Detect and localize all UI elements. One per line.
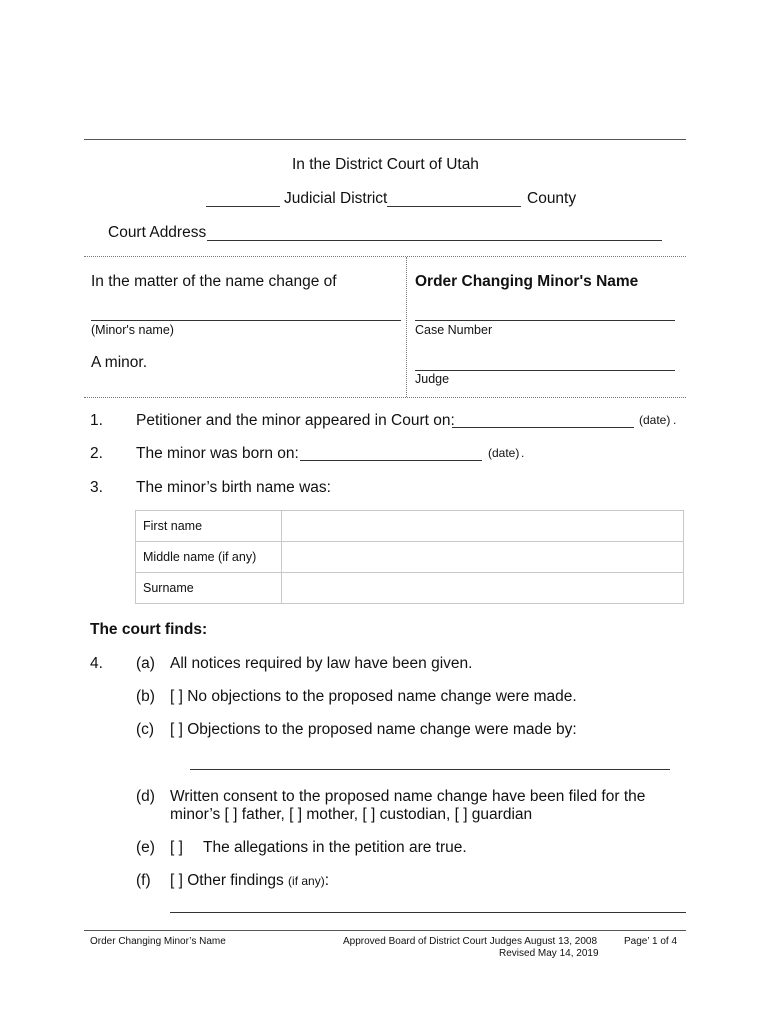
finding-f-text[interactable] [170, 872, 329, 890]
finding-b-label: (b) [136, 688, 155, 705]
minors-name-blank[interactable] [91, 320, 401, 321]
item-3-number: 3. [90, 479, 103, 496]
findings-heading: The court finds: [90, 621, 208, 638]
finding-f-colon: : [324, 872, 330, 889]
judge-blank[interactable] [415, 370, 675, 371]
appeared-date-blank[interactable] [452, 427, 634, 428]
matter-text: In the matter of the name change of [91, 273, 337, 290]
county-label: County [527, 190, 577, 207]
item-2-date-hint: (date) [488, 446, 520, 460]
finding-f-label: (f) [136, 872, 151, 889]
finding-e-checkbox[interactable]: [ ] [170, 839, 183, 856]
footer-page: Page’ 1 of 4 [624, 936, 678, 947]
middle-name-field[interactable] [282, 542, 684, 573]
table-row [136, 542, 684, 573]
birth-date-blank[interactable] [300, 460, 482, 461]
item-1-number: 1. [90, 412, 103, 429]
judge-label: Judge [415, 372, 450, 386]
item-1-text: Petitioner and the minor appeared in Court on: [136, 412, 455, 429]
case-number-label: Case Number [415, 323, 493, 337]
caption-bottom-divider [84, 397, 686, 398]
finding-d-text-line1: Written consent to the proposed name change have been filed for the [170, 788, 646, 805]
item-2-number: 2. [90, 445, 103, 462]
finding-d-text-line2[interactable]: minor’s [ ] father, [ ] mother, [ ] custodian, [ ] guardian [170, 806, 533, 823]
item-1-period: . [673, 413, 677, 427]
county-blank[interactable] [387, 206, 521, 207]
a-minor-text: A minor. [91, 354, 147, 371]
court-title: In the District Court of Utah [292, 156, 479, 173]
finding-e-text: The allegations in the petition are true. [203, 839, 467, 856]
footer-rule [84, 930, 686, 931]
minors-name-label: (Minor's name) [91, 323, 174, 337]
item-4-number: 4. [90, 655, 103, 672]
footer-approved: Approved Board of District Court Judges August 13, 2008 [343, 936, 598, 947]
header-divider [84, 256, 686, 257]
table-row [136, 511, 684, 542]
top-rule [84, 139, 686, 140]
item-2-text: The minor was born on: [136, 445, 299, 462]
case-number-blank[interactable] [415, 320, 675, 321]
order-title: Order Changing Minor's Name [415, 273, 639, 290]
finding-d-label: (d) [136, 788, 155, 805]
birth-name-table [135, 510, 684, 604]
finding-b-text[interactable]: [ ] No objections to the proposed name change were made. [170, 688, 577, 705]
item-1-date-hint: (date) [639, 413, 671, 427]
finding-a-label: (a) [136, 655, 155, 672]
surname-label: Surname [136, 573, 282, 604]
finding-c-label: (c) [136, 721, 155, 738]
footer-revised: Revised May 14, 2019 [499, 948, 599, 959]
first-name-field[interactable] [282, 511, 684, 542]
judicial-district-blank[interactable] [206, 206, 280, 207]
surname-field[interactable] [282, 573, 684, 604]
footer-form-name: Order Changing Minor’s Name [90, 936, 226, 947]
finding-e-label: (e) [136, 839, 155, 856]
finding-c-text[interactable]: [ ] Objections to the proposed name change were made by: [170, 721, 577, 738]
item-2-period: . [521, 446, 525, 460]
finding-f-hint: (if any) [288, 874, 325, 888]
court-address-blank[interactable] [207, 240, 662, 241]
judicial-district-label: Judicial District [284, 190, 388, 207]
other-findings-blank[interactable] [170, 912, 686, 913]
finding-a-text: All notices required by law have been given. [170, 655, 473, 672]
table-row [136, 573, 684, 604]
finding-f-main: [ ] Other findings [170, 872, 289, 889]
first-name-label: First name [136, 511, 282, 542]
objections-by-blank[interactable] [190, 769, 670, 770]
caption-divider [406, 257, 407, 397]
middle-name-label: Middle name (if any) [136, 542, 282, 573]
item-3-text: The minor’s birth name was: [136, 479, 331, 496]
court-address-label: Court Address [108, 224, 207, 241]
